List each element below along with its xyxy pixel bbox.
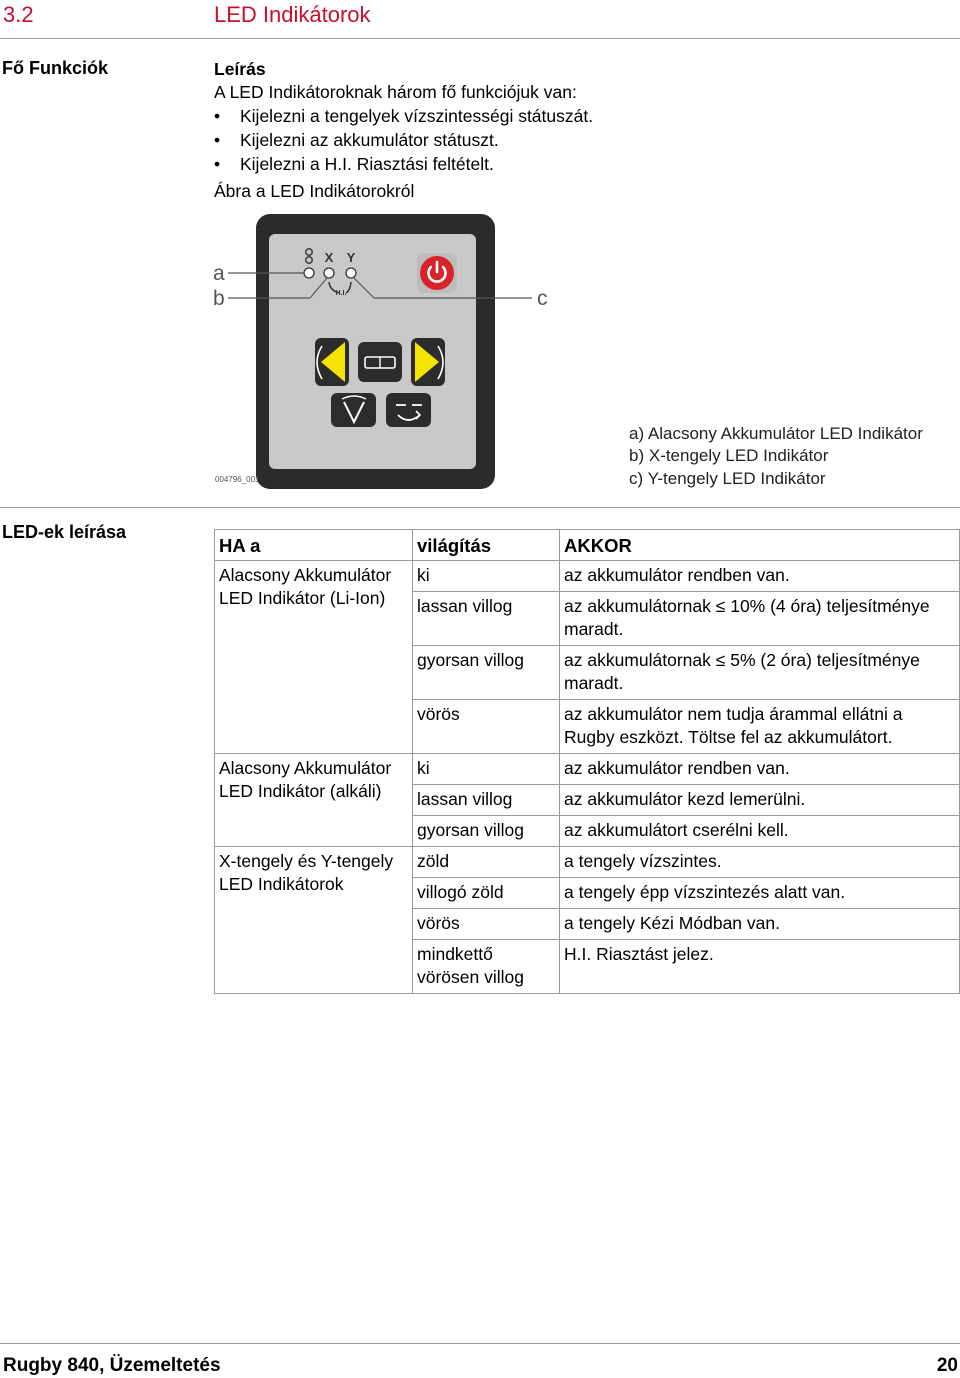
page-number: 20 [936, 1355, 958, 1376]
mode-button [386, 393, 431, 427]
arrow-left-button [315, 338, 349, 386]
callout-a: a [213, 262, 225, 285]
condition-cell: X-tengely és Y-tengely LED Indikátorok [215, 847, 413, 994]
section-number: 3.2 [3, 2, 34, 27]
description-intro: A LED Indikátoroknak három fő funkciójuk van: [214, 82, 577, 102]
level-button [358, 342, 402, 382]
legend-item-c: c) Y-tengely LED Indikátor [629, 469, 826, 488]
light-cell: villogó zöld [413, 878, 560, 909]
then-cell: az akkumulátor rendben van. [560, 561, 960, 592]
description-label: Leírás [214, 59, 266, 79]
slope-button [331, 393, 376, 427]
legend-item-a: a) Alacsony Akkumulátor LED Indikátor [629, 424, 923, 443]
power-button [417, 253, 457, 293]
table-row [215, 561, 960, 592]
table-header-row [215, 530, 960, 561]
light-cell: mindkettő vörösen villog [413, 940, 560, 994]
arrow-right-button [411, 338, 445, 386]
header-divider [0, 38, 960, 39]
then-cell: az akkumulátor rendben van. [560, 754, 960, 785]
callout-c: c [537, 287, 548, 310]
light-cell: vörös [413, 909, 560, 940]
light-cell: lassan villog [413, 785, 560, 816]
led-label-y: Y [346, 250, 356, 265]
table-row [215, 754, 960, 785]
y-axis-led [346, 268, 356, 278]
figure-code: 004796_001 [215, 475, 260, 484]
then-cell: a tengely vízszintes. [560, 847, 960, 878]
led-description-heading: LED-ek leírása [2, 522, 127, 542]
light-cell: gyorsan villog [413, 646, 560, 700]
battery-led [304, 268, 314, 278]
condition-cell: Alacsony Akkumulátor LED Indikátor (Li-Ion) [215, 561, 413, 754]
bullet-item: • Kijelezni a tengelyek vízszintességi státuszát. [214, 106, 594, 126]
then-cell: az akkumulátort cserélni kell. [560, 816, 960, 847]
led-label-x: X [324, 250, 334, 265]
then-cell: az akkumulátornak ≤ 10% (4 óra) teljesítménye maradt. [560, 592, 960, 646]
then-cell: az akkumulátor nem tudja árammal ellátni a Rugby eszközt. Töltse fel az akkumulátort. [560, 700, 960, 754]
section-title: LED Indikátorok [214, 2, 371, 27]
section-divider [0, 507, 960, 508]
main-functions-heading: Fő Funkciók [2, 58, 109, 78]
light-cell: ki [413, 754, 560, 785]
then-cell: a tengely Kézi Módban van. [560, 909, 960, 940]
light-cell: ki [413, 561, 560, 592]
light-cell: lassan villog [413, 592, 560, 646]
condition-cell: Alacsony Akkumulátor LED Indikátor (alkáli) [215, 754, 413, 847]
footer-divider [0, 1343, 960, 1344]
legend-item-b: b) X-tengely LED Indikátor [629, 446, 829, 465]
then-cell: az akkumulátor kezd lemerülni. [560, 785, 960, 816]
then-cell: az akkumulátornak ≤ 5% (2 óra) teljesítménye maradt. [560, 646, 960, 700]
hi-label: H.I. [335, 290, 347, 297]
bullet-item: • Kijelezni a H.I. Riasztási feltételt. [214, 154, 494, 174]
column-header: AKKOR [560, 530, 960, 561]
column-header: világítás [413, 530, 560, 561]
table-row [215, 847, 960, 878]
led-panel-figure [200, 205, 560, 495]
led-table [214, 529, 960, 994]
callout-b: b [213, 287, 225, 310]
x-axis-led [324, 268, 334, 278]
column-header: HA a [215, 530, 413, 561]
light-cell: vörös [413, 700, 560, 754]
light-cell: gyorsan villog [413, 816, 560, 847]
then-cell: H.I. Riasztást jelez. [560, 940, 960, 994]
light-cell: zöld [413, 847, 560, 878]
figure-caption: Ábra a LED Indikátorokról [214, 181, 415, 201]
then-cell: a tengely épp vízszintezés alatt van. [560, 878, 960, 909]
footer-title: Rugby 840, Üzemeltetés [3, 1355, 221, 1376]
bullet-item: • Kijelezni az akkumulátor státuszt. [214, 130, 499, 150]
